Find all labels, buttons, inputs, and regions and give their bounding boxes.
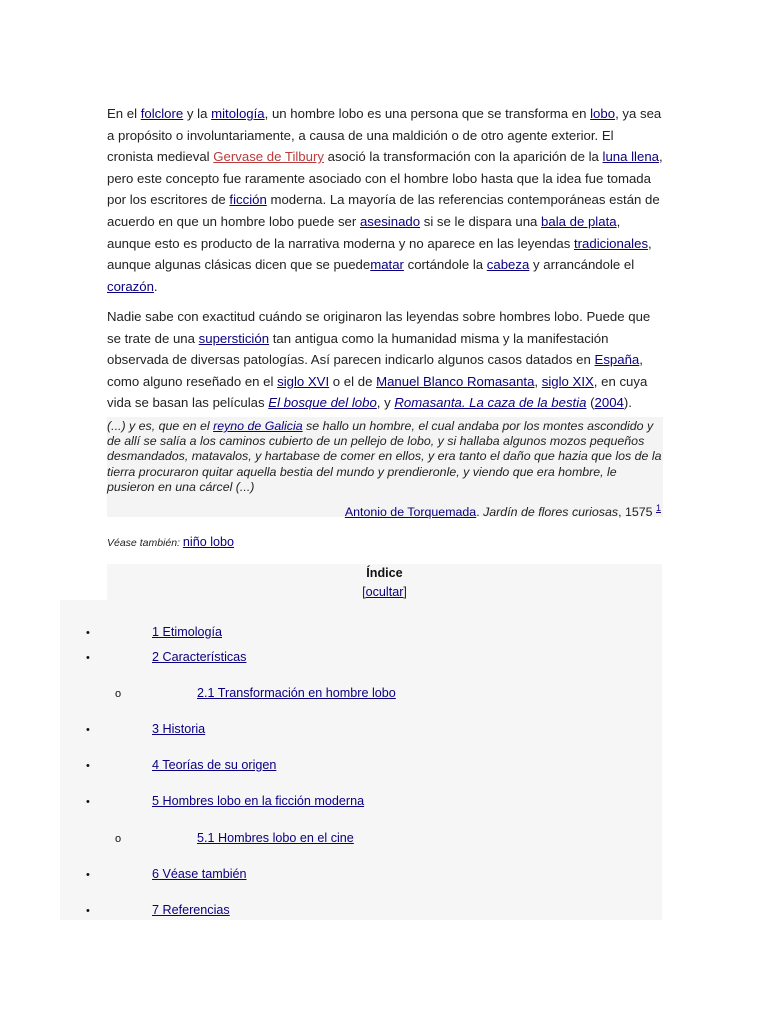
link-siglo-xix[interactable]: siglo XIX	[541, 373, 594, 389]
link-nino-lobo[interactable]: niño lobo	[182, 535, 235, 549]
toc-item-etimologia[interactable]: 1 Etimología	[152, 625, 223, 639]
toc-item-cine[interactable]: 5.1 Hombres lobo en el cine	[197, 831, 354, 845]
toc-left-band	[60, 600, 107, 920]
cite-work: Jardín de flores curiosas	[483, 505, 619, 520]
link-luna-llena[interactable]: luna llena	[602, 149, 659, 165]
link-espana[interactable]: España	[594, 352, 640, 368]
link-bala-de-plata[interactable]: bala de plata	[541, 213, 617, 229]
toc-item-caracteristicas[interactable]: 2 Características	[152, 650, 247, 664]
toc-bullet: •	[86, 627, 90, 639]
link-el-bosque-del-lobo[interactable]: El bosque del lobo	[268, 395, 377, 411]
link-folclore[interactable]: folclore	[140, 106, 184, 121]
link-lobo[interactable]: lobo	[590, 106, 616, 121]
link-siglo-xvi[interactable]: siglo XVI	[277, 373, 330, 389]
toc-bullet: •	[86, 724, 90, 736]
toc-item-teorias[interactable]: 4 Teorías de su origen	[152, 758, 277, 772]
toc-item-referencias[interactable]: 7 Referencias	[152, 903, 230, 917]
toc-bullet: •	[86, 796, 90, 808]
toc-item-historia[interactable]: 3 Historia	[152, 722, 206, 736]
link-tradicionales[interactable]: tradicionales	[574, 235, 649, 251]
toc-item-ficcion-moderna[interactable]: 5 Hombres lobo en la ficción moderna	[152, 794, 365, 808]
quote-text: (...) y es, que en el reyno de Galicia se hallo un hombre, el cual andaba por los montes ascondido y de allí se salía a los caminos cubierto de un pellejo de lobo, y si hallaba algunos mozos pequeños desmandados, matavalos, y hartabase de comer en ellos, y era tanto el daño que hazia que los de la tierra procuraron quitar aquella bestia del mundo y prendieronle, y viendo que era hombre, le pusieron en una cárcel (...)	[107, 419, 662, 494]
link-ficcion[interactable]: ficción	[229, 192, 267, 208]
link-antonio-de-torquemada[interactable]: Antonio de Torquemada	[344, 505, 477, 520]
quote-citation: Antonio de Torquemada. Jardín de flores curiosas, 1575 $^1$	[344, 503, 661, 520]
link-mitologia[interactable]: mitología	[211, 106, 265, 121]
link-corazon[interactable]: corazón	[107, 278, 154, 294]
link-supersticion[interactable]: superstición	[198, 330, 270, 346]
toc-title: Índice	[366, 566, 403, 580]
link-cabeza[interactable]: cabeza	[486, 257, 530, 273]
link-gervase-de-tilbury[interactable]: Gervase de Tilbury	[213, 149, 324, 165]
origin-paragraph: Nadie sabe con exactitud cuándo se originaron las leyendas sobre hombres lobo. Puede que se trate de una superstición tan antigua como la humanidad misma y la manifestación observada de diversas patologías. Así parecen indicarlo algunos casos datados en España, como alguno reseñado en el siglo XVI o el de Manuel Blanco Romasanta, siglo XIX, en cuya vida se basan las películas El bosque del lobo, y Romasanta. La caza de la bestia (2004).	[107, 309, 651, 411]
link-romasanta-caza-bestia[interactable]: Romasanta. La caza de la bestia	[394, 395, 587, 411]
toc-item-vease-tambien[interactable]: 6 Véase también	[152, 867, 247, 881]
toc-toggle: [ocultar]	[362, 585, 407, 599]
toc-sub-bullet: o	[115, 688, 122, 700]
link-reyno-de-galicia[interactable]: reyno de Galicia	[213, 419, 303, 433]
toc-sub-bullet: o	[115, 833, 122, 845]
reference-1-link[interactable]: 1	[655, 503, 661, 513]
toc-hide-link[interactable]: ocultar	[365, 585, 404, 599]
link-manuel-blanco-romasanta[interactable]: Manuel Blanco Romasanta	[376, 373, 535, 389]
toc-item-transformacion[interactable]: 2.1 Transformación en hombre lobo	[197, 686, 396, 700]
intro-paragraph: En el folclore y la mitología, un hombre lobo es una persona que se transforma en lobo, ya sea a propósito o involuntariamente, a causa de una maldición o de otro agente exterior. El cronista medieval Gervase de Tilbury asoció la transformación con la aparición de la luna llena, pero este concepto fue raramente asociado con el hombre lobo hasta que la idea fue tomada por los escritores de ficción moderna. La mayoría de las referencias contemporáneas están de acuerdo en que un hombre lobo puede ser asesinado si se le dispara una bala de plata, aunque esto es producto de la narrativa moderna y no aparece en las leyendas tradicionales, aunque algunas clásicas dicen que se puedematar cortándole la cabeza y arrancándole el corazón.	[107, 106, 663, 294]
toc-bullet: •	[86, 760, 90, 772]
torquemada-quote	[107, 417, 663, 520]
toc-bullet: •	[86, 905, 90, 917]
link-2004[interactable]: 2004	[594, 395, 624, 411]
see-also-note: Véase también: niño lobo	[107, 535, 235, 549]
link-asesinado[interactable]: asesinado	[359, 213, 421, 229]
toc-bullet: •	[86, 869, 90, 881]
toc-bullet: •	[86, 652, 90, 664]
link-matar[interactable]: matar	[370, 257, 404, 273]
